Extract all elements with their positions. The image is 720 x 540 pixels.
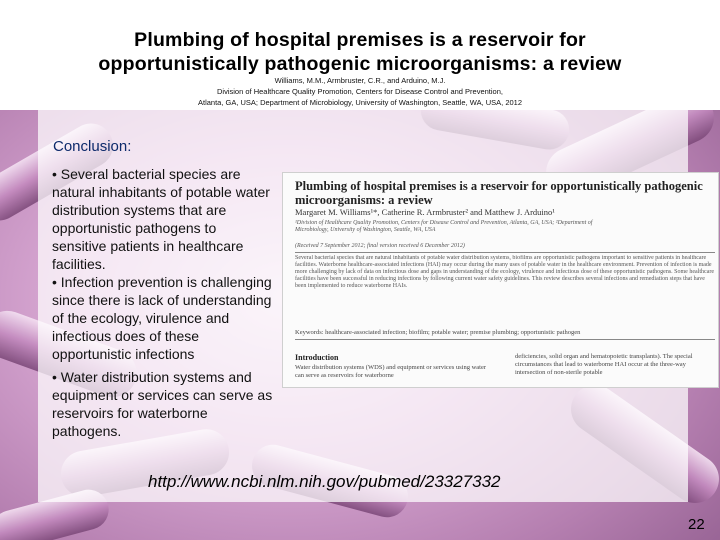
paper-abstract: Several bacterial species that are natural inhabitants of potable water distribution systems, biofilms are opportunistic pathogens important to sensitive patients in healthcare facilities. Waterborne healthcare-associated infections (HAI) may occur during the many uses of potable water in the healthcare environment. Prevention of infection is made more challenging by lack of data on infectious dose and gaps in understanding of the ecology, virulence and infectious dose of these opportunistic pathogens. Some healthcare facilities have been successful in reducing infections by following current water safety guidelines. This review describes several infections and remediation steps that have been implemented to reduce waterborne HAIs. (295, 255, 714, 290)
slide-title (40, 28, 680, 76)
source-link[interactable]: http://www.ncbi.nlm.nih.gov/pubmed/23327332 (148, 472, 501, 491)
conclusion-heading: Conclusion: (53, 138, 132, 155)
citation-affiliation-2: Atlanta, GA, USA; Department of Microbiology, University of Washington, Seattle, WA, USA, 2012 (197, 98, 523, 107)
paper-divider-2 (295, 339, 715, 340)
citation-authors: Williams, M.M., Armbruster, C.R., and Arduino, M.J. (274, 76, 446, 85)
paper-authors: Margaret M. Williams¹*, Catherine R. Armbruster² and Matthew J. Arduino¹ (295, 207, 555, 217)
slide-title-line-1: Plumbing of hospital premises is a reservoir for (134, 29, 586, 51)
paper-divider (295, 252, 715, 253)
bullet-2: • Infection prevention is challenging since there is lack of understanding of the ecology, virulence and infectious does of these opportunistic infections (52, 274, 272, 362)
paper-intro-column-1: Water distribution systems (WDS) and equipment or services using water can serve as reservoirs for waterborne (295, 364, 487, 379)
paper-keywords: Keywords: healthcare-associated infection; biofilm; potable water; premise plumbing; opportunistic pathogen (295, 329, 581, 336)
bullet-1: • Several bacterial species are natural inhabitants of potable water distribution systems that are opportunistic pathogens to sensitive patients in healthcare facilities. (52, 166, 270, 272)
citation-block (150, 75, 570, 108)
bullet-3: • Water distribution systems and equipment or services can serve as reservoirs for waterborne pathogens. (52, 369, 273, 439)
citation-affiliation-1: Division of Healthcare Quality Promotion, Centers for Disease Control and Prevention, (217, 87, 503, 96)
paper-title: Plumbing of hospital premises is a reservoir for opportunistically pathogenic microorganisms: a review (295, 179, 703, 207)
page-number: 22 (688, 516, 705, 533)
paper-screenshot (282, 172, 719, 388)
conclusion-bullets (52, 165, 273, 439)
paper-intro-column-2: deficiencies, solid organ and hematopoietic transplants). The special circumstances that lead to waterborne HAI occur at the three-way intersection of non-sterile potable (515, 353, 693, 376)
paper-intro-heading: Introduction (295, 353, 339, 362)
paper-received: (Received 7 September 2012; final version received 6 December 2012) (295, 243, 465, 249)
paper-affiliation: ¹Division of Healthcare Quality Promotion, Centers for Disease Control and Prevention, Atlanta, GA, USA; ²Department of Microbiology, University of Washington, Seattle, WA, USA (295, 220, 593, 233)
slide-title-line-2: opportunistically pathogenic microorganisms: a review (98, 53, 622, 75)
